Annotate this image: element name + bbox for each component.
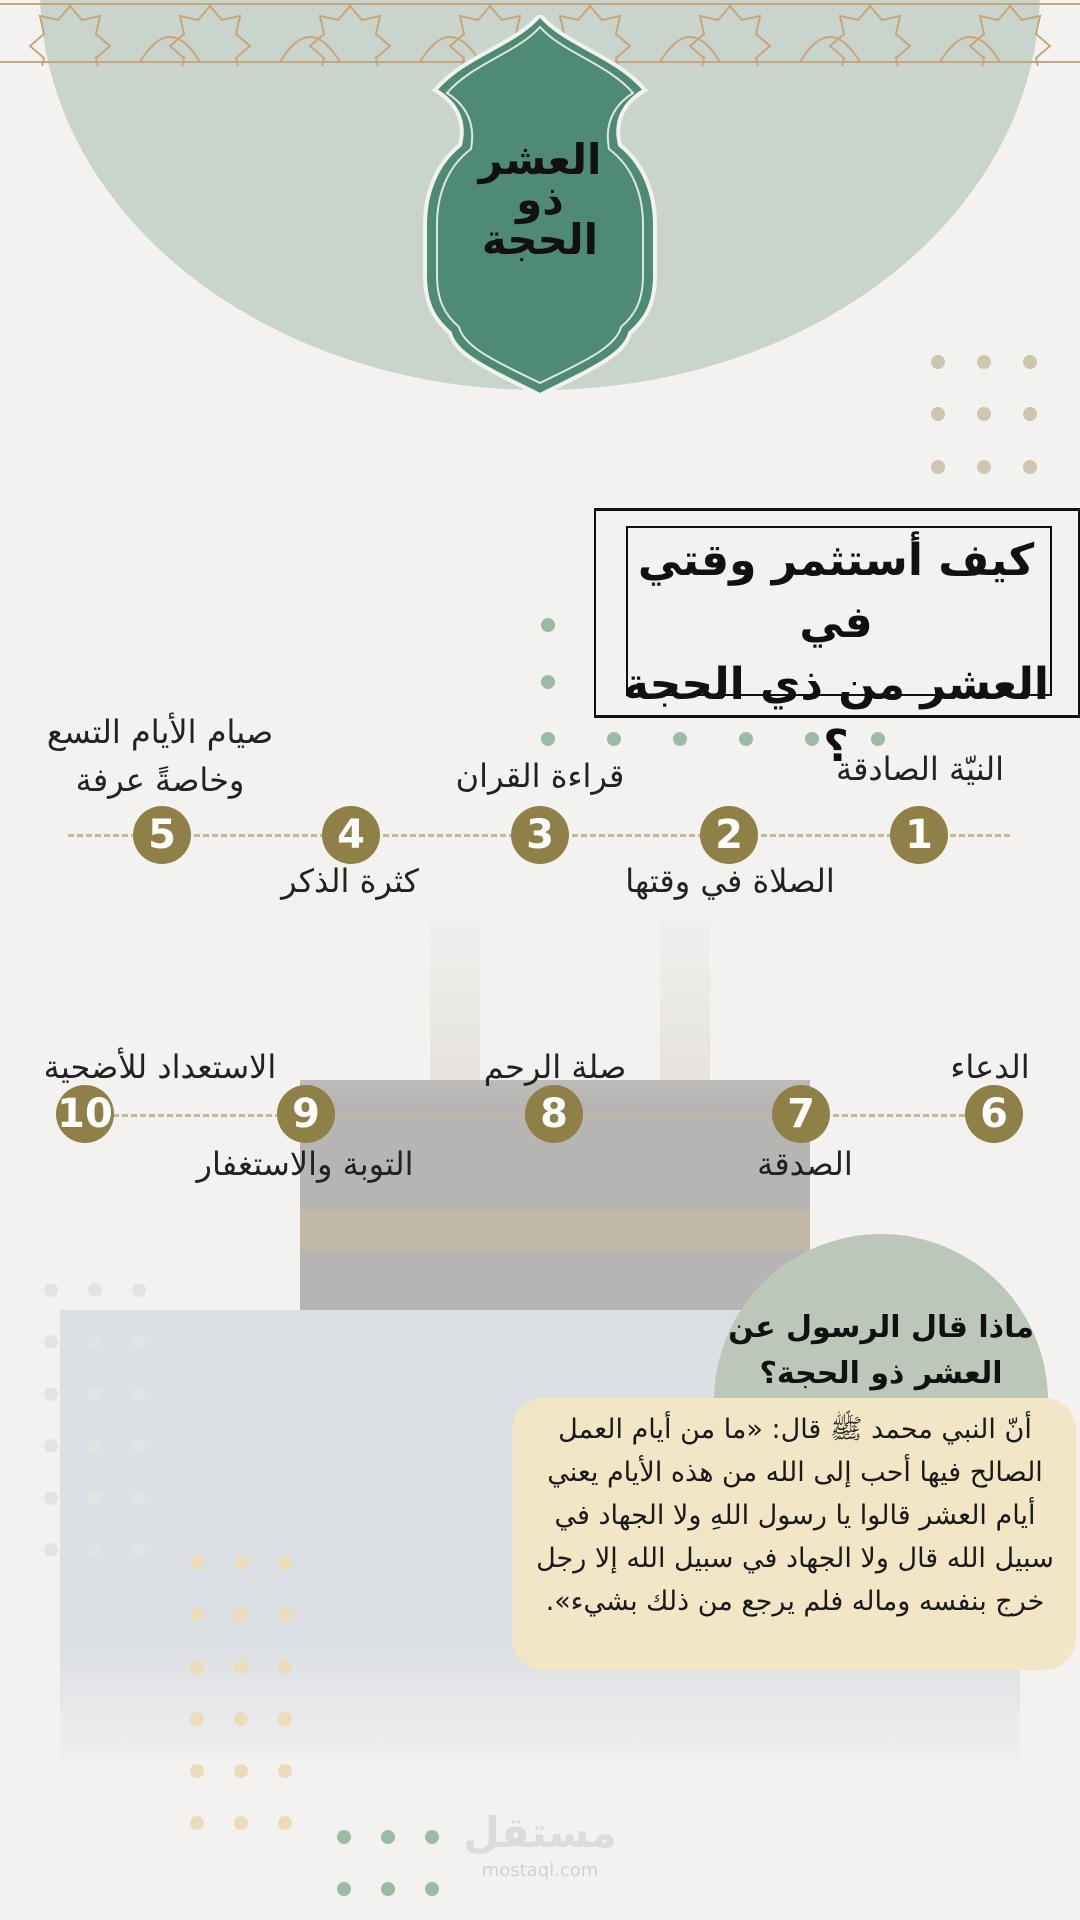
- decor-dot: [190, 1816, 204, 1830]
- decor-dot: [88, 1283, 102, 1297]
- step-label-9: التوبة والاستغفار: [196, 1145, 414, 1183]
- decor-dot: [234, 1556, 248, 1570]
- hadith-title: ماذا قال الرسول عن العشر ذو الحجة؟: [728, 1310, 1034, 1391]
- decor-dot: [44, 1283, 58, 1297]
- decor-dot: [88, 1387, 102, 1401]
- decor-dot: [88, 1439, 102, 1453]
- decor-dot: [739, 732, 753, 746]
- decor-dot: [88, 1491, 102, 1505]
- decor-dot: [44, 1491, 58, 1505]
- decor-dot: [278, 1556, 292, 1570]
- decor-dot: [931, 355, 945, 369]
- decor-dot: [278, 1660, 292, 1674]
- watermark-brand: مستقل: [463, 1808, 617, 1857]
- decor-dot: [44, 1335, 58, 1349]
- decor-dot: [234, 1608, 248, 1622]
- decor-dot: [381, 1882, 395, 1896]
- step-number-10: 10: [56, 1085, 114, 1143]
- decor-dot: [977, 407, 991, 421]
- hadith-body: أنّ النبي محمد ﷺ قال: «ما من أيام العمل الصالح فيها أحب إلى الله من هذه الأيام يعني أيام العشر قالوا يا رسول اللهِ ولا الجهاد في سبيل الله قال ولا الجهاد في سبيل الله إلا رجل خرج بنفسه وماله فلم يرجع من ذلك بشيء».: [536, 1414, 1054, 1617]
- decor-dot: [234, 1712, 248, 1726]
- step-label-4: كثرة الذكر: [281, 862, 419, 900]
- step-number-1: 1: [890, 806, 948, 864]
- badge-title: العشر ذو الحجة: [478, 135, 602, 264]
- step-number-4: 4: [322, 806, 380, 864]
- decor-dot: [337, 1830, 351, 1844]
- decor-dot: [673, 732, 687, 746]
- decor-dot: [1023, 407, 1037, 421]
- decor-dot: [1023, 355, 1037, 369]
- decor-dot: [44, 1387, 58, 1401]
- decor-dot: [931, 460, 945, 474]
- decor-dot: [871, 732, 885, 746]
- decor-dot: [278, 1712, 292, 1726]
- decor-dot: [132, 1543, 146, 1557]
- decor-dot: [278, 1816, 292, 1830]
- step-number-5: 5: [133, 806, 191, 864]
- step-label-1: النيّة الصادقة: [835, 750, 1005, 788]
- decor-dot: [190, 1608, 204, 1622]
- decor-dot: [425, 1830, 439, 1844]
- step-number-9: 9: [277, 1085, 335, 1143]
- decor-dot: [88, 1335, 102, 1349]
- decor-dot: [132, 1491, 146, 1505]
- decor-dot: [425, 1882, 439, 1896]
- decor-dot: [88, 1543, 102, 1557]
- step-label-8: صلة الرحم: [483, 1048, 627, 1086]
- decor-dot: [977, 355, 991, 369]
- question-title: كيف أستثمر وقتي في العشر من ذي الحجة ؟: [623, 535, 1049, 772]
- decor-dot: [381, 1830, 395, 1844]
- decor-dot: [190, 1660, 204, 1674]
- decor-dot: [541, 618, 555, 632]
- step-label-10: الاستعداد للأضحية: [43, 1048, 277, 1086]
- decor-dot: [541, 675, 555, 689]
- decor-dot: [132, 1283, 146, 1297]
- decor-dot: [190, 1556, 204, 1570]
- decor-dot: [234, 1764, 248, 1778]
- decor-dot: [234, 1660, 248, 1674]
- step-label-3: قراءة القران: [455, 757, 625, 795]
- decor-dot: [190, 1712, 204, 1726]
- watermark-domain: mostaql.com: [481, 1860, 599, 1881]
- step-number-7: 7: [772, 1085, 830, 1143]
- step-number-3: 3: [511, 806, 569, 864]
- decor-dot: [278, 1608, 292, 1622]
- decor-dot: [190, 1764, 204, 1778]
- step-number-2: 2: [700, 806, 758, 864]
- step-number-8: 8: [525, 1085, 583, 1143]
- decor-dot: [132, 1387, 146, 1401]
- decor-dot: [805, 732, 819, 746]
- decor-dot: [234, 1816, 248, 1830]
- step-label-2: الصلاة في وقتها: [625, 862, 835, 900]
- step-label-6: الدعاء: [950, 1048, 1030, 1086]
- step-label-5: صيام الأيام التسع وخاصةً عرفة: [46, 713, 274, 799]
- step-number-6: 6: [965, 1085, 1023, 1143]
- decor-dot: [607, 732, 621, 746]
- decor-dot: [44, 1439, 58, 1453]
- decor-dot: [132, 1439, 146, 1453]
- decor-dot: [337, 1882, 351, 1896]
- title-badge: [415, 15, 665, 395]
- decor-dot: [278, 1764, 292, 1778]
- step-label-7: الصدقة: [757, 1145, 853, 1183]
- decor-dot: [132, 1335, 146, 1349]
- decor-dot: [1023, 460, 1037, 474]
- decor-dot: [931, 407, 945, 421]
- decor-dot: [44, 1543, 58, 1557]
- decor-dot: [977, 460, 991, 474]
- decor-dot: [541, 732, 555, 746]
